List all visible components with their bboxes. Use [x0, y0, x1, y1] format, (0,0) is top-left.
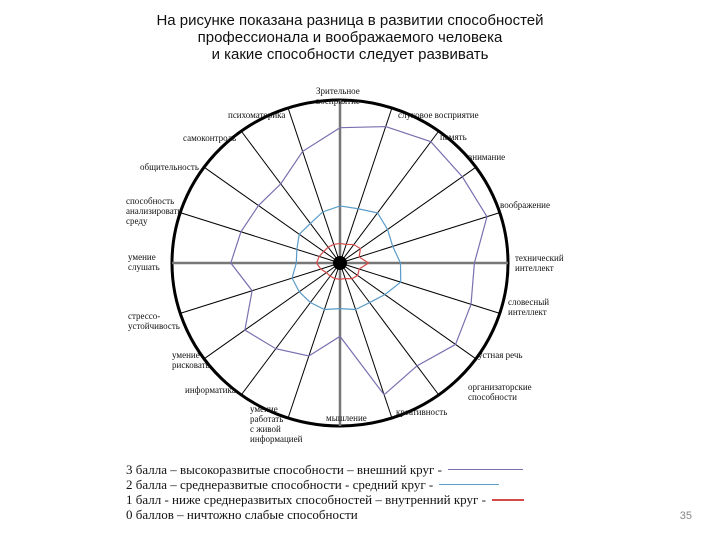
legend-line [492, 499, 524, 501]
spoke [180, 213, 340, 263]
ability-label: память [440, 132, 467, 142]
ability-label: организаторские способности [468, 382, 532, 402]
ability-label: словесный интеллект [508, 297, 550, 317]
legend-text: 0 баллов – ничтожно слабые способности [126, 507, 358, 522]
ability-label: самоконтроль [183, 133, 237, 143]
ability-label: Зрительное восприятие [316, 86, 360, 106]
title-line-1: На рисунке показана разница в развитии способностей [156, 12, 544, 29]
legend-row-2 [126, 477, 524, 492]
ability-label: способность анализировать среду [126, 196, 182, 226]
spoke [288, 108, 340, 263]
spoke [241, 131, 340, 263]
ability-label: общительность [140, 162, 199, 172]
ability-label: внимание [468, 152, 506, 162]
legend-line [439, 484, 499, 485]
ability-label: технический интеллект [515, 253, 564, 273]
ability-label: слуховое восприятие [398, 110, 479, 120]
spoke [340, 213, 500, 263]
title-line-3: и какие способности следует развивать [211, 46, 489, 63]
ability-label: информатика [185, 385, 236, 395]
ability-label: устная речь [478, 350, 523, 360]
ability-label: креативность [396, 407, 448, 417]
spoke [340, 131, 439, 263]
outer-profile [231, 127, 487, 395]
legend-row-0 [126, 507, 524, 522]
legend-row-3 [126, 462, 524, 477]
legend-row-1 [126, 492, 524, 507]
page-number: 35 [679, 510, 692, 522]
spoke [340, 108, 392, 263]
legend [126, 462, 524, 522]
legend-text: 1 балл - ниже среднеразвитых способностей – внутренний круг - [126, 492, 486, 507]
spoke [241, 263, 340, 395]
ability-label: умение работать с живой информацией [250, 404, 303, 444]
ability-label: умение рисковать [172, 350, 210, 370]
center-dot [333, 256, 347, 270]
ability-label: мышление [326, 413, 367, 423]
legend-text: 2 балла – среднеразвитые способности - средний круг - [126, 477, 434, 492]
ability-label: стрессо- устойчивость [128, 311, 180, 331]
title-line-2: профессионала и воображаемого человека [197, 29, 503, 46]
spoke [340, 263, 439, 395]
ability-label: умение слушать [128, 252, 160, 272]
ability-label: психоматорика [228, 110, 286, 120]
legend-line [448, 469, 523, 470]
ability-label: воображение [500, 200, 550, 210]
legend-text: 3 балла – высокоразвитые способности – внешний круг - [126, 462, 442, 477]
spoke [204, 263, 340, 359]
